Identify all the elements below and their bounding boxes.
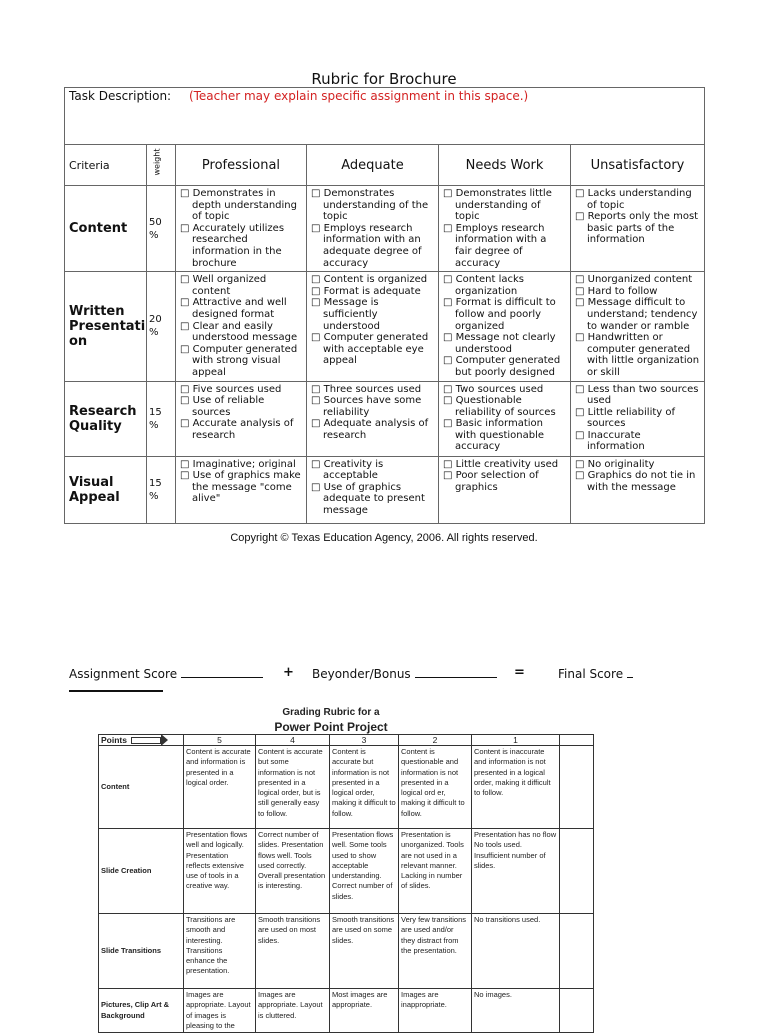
rubric-item	[575, 188, 700, 211]
checkbox-icon: □	[311, 285, 324, 297]
ppt-rubric-row	[99, 914, 594, 989]
rubric-item-text: Message difficult to understand; tendency to wander or ramble	[587, 297, 698, 332]
rubric-item	[443, 223, 566, 269]
final-score-blank	[627, 665, 633, 678]
rubric-item	[311, 286, 434, 298]
rubric-item-text: Format is difficult to follow and poorly organized	[455, 297, 556, 332]
criterion-weight: 15 %	[147, 456, 176, 523]
task-description-label: Task Description:	[69, 89, 172, 103]
rubric-item-text: Demonstrates little understanding of topic	[455, 188, 552, 223]
ppt-rubric-cell: Content is questionable and information is not presented in a logical ord er, making it difficult to follow.	[399, 746, 472, 829]
level-header-professional: Professional	[176, 145, 307, 186]
rubric-item	[311, 459, 434, 482]
rubric-header-row	[65, 145, 705, 186]
rubric-cell	[307, 186, 439, 272]
rubric-item	[575, 211, 700, 246]
ppt-rubric-cell: Content is accurate and information is presented in a logical order.	[184, 746, 256, 829]
ppt-rubric-table	[98, 734, 594, 1033]
rubric-cell	[307, 381, 439, 456]
rubric-item-text: Imaginative; original	[192, 458, 296, 470]
criterion-name: Research Quality	[65, 381, 147, 456]
ppt-rubric-cell: Correct number of slides. Presentation flows well. Tools used correctly. Overall presentation is interesting.	[256, 829, 330, 914]
checkbox-icon: □	[575, 429, 588, 441]
rubric-item	[180, 274, 302, 297]
ppt-rubric-cell: Very few transitions are used and/or they distract from the presentation.	[399, 914, 472, 989]
rubric-item	[180, 344, 302, 379]
rubric-item	[443, 384, 566, 396]
ppt-extra-cell	[560, 746, 594, 829]
checkbox-icon: □	[180, 222, 193, 234]
rubric-item	[575, 286, 700, 298]
rubric-item-text: Employs research information with a fair degree of accuracy	[455, 222, 547, 269]
rubric-item	[575, 407, 700, 430]
rubric-cell	[307, 456, 439, 523]
checkbox-icon: □	[575, 297, 588, 309]
rubric-item-text: Computer generated but poorly designed	[455, 355, 561, 378]
rubric-item	[311, 395, 434, 418]
rubric-item	[311, 332, 434, 367]
rubric-item-text: Use of graphics adequate to present message	[323, 481, 425, 516]
checkbox-icon: □	[180, 395, 193, 407]
checkbox-icon: □	[311, 395, 324, 407]
checkbox-icon: □	[443, 332, 456, 344]
rubric-item-text: No originality	[587, 458, 655, 470]
rubric-cell	[176, 456, 307, 523]
rubric-item	[180, 188, 302, 223]
checkbox-icon: □	[180, 470, 193, 482]
ppt-rubric-cell: Presentation has no flow No tools used. Insufficient number of slides.	[472, 829, 560, 914]
copyright-notice: Copyright © Texas Education Agency, 2006. All rights reserved.	[230, 532, 538, 544]
rubric-item	[443, 459, 566, 471]
checkbox-icon: □	[575, 406, 588, 418]
checkbox-icon: □	[180, 418, 193, 430]
rubric-row	[65, 272, 705, 381]
criterion-weight: 50 %	[147, 186, 176, 272]
ppt-rubric-cell: Images are appropriate. Layout of images is pleasing to the	[184, 989, 256, 1033]
final-score-label: Final Score	[558, 667, 624, 681]
checkbox-icon: □	[180, 188, 193, 199]
bonus-score	[312, 665, 497, 681]
brochure-rubric-table	[64, 87, 705, 524]
arrow-right-icon	[131, 737, 161, 744]
rubric-item	[575, 297, 700, 332]
ppt-criterion-name: Content	[99, 746, 184, 829]
ppt-rubric-cell: Images are inappropriate.	[399, 989, 472, 1033]
checkbox-icon: □	[575, 211, 588, 223]
rubric-item-text: Use of graphics make the message "come alive"	[192, 470, 301, 505]
criterion-name: Visual Appeal	[65, 456, 147, 523]
rubric-item-text: Less than two sources used	[587, 383, 699, 407]
task-description-cell	[65, 88, 705, 145]
rubric-cell	[439, 272, 571, 381]
checkbox-icon: □	[180, 297, 193, 309]
rubric-item	[180, 384, 302, 396]
checkbox-icon: □	[311, 383, 324, 395]
points-5: 5	[184, 735, 256, 746]
checkbox-icon: □	[180, 383, 193, 395]
level-header-unsatisfactory: Unsatisfactory	[571, 145, 705, 186]
ppt-rubric-cell: Presentation flows well and logically. Presentation reflects extensive use of tools in a creative way.	[184, 829, 256, 914]
ppt-points-row	[99, 735, 594, 746]
rubric-item-text: Demonstrates understanding of the topic	[323, 188, 429, 223]
ppt-rubric-cell: No images.	[472, 989, 560, 1033]
rubric-row	[65, 186, 705, 272]
rubric-item-text: Adequate analysis of research	[323, 418, 429, 441]
rubric-cell	[176, 272, 307, 381]
rubric-item-text: Clear and easily understood message	[192, 320, 298, 344]
rubric-item-text: Handwritten or computer generated with little organization or skill	[587, 332, 700, 378]
rubric-item	[180, 223, 302, 269]
rubric-cell	[571, 456, 705, 523]
rubric-item	[311, 223, 434, 269]
rubric-item-text: Hard to follow	[587, 285, 658, 297]
ppt-criterion-name: Slide Creation	[99, 829, 184, 914]
checkbox-icon: □	[575, 188, 588, 199]
rubric-item-text: Accurately utilizes researched information in the brochure	[192, 222, 285, 269]
rubric-item	[575, 332, 700, 378]
rubric-row	[65, 381, 705, 456]
rubric-item	[311, 297, 434, 332]
rubric-item	[443, 470, 566, 493]
rubric-cell	[439, 381, 571, 456]
final-score	[558, 665, 633, 681]
ppt-rubric-title: Power Point Project	[274, 720, 388, 734]
points-1: 1	[472, 735, 560, 746]
rubric-item	[180, 297, 302, 320]
rubric-item-text: Message not clearly understood	[455, 332, 556, 355]
ppt-rubric-cell: No transitions used.	[472, 914, 560, 989]
ppt-rubric-image	[69, 705, 593, 1030]
ppt-rubric-cell: Content is accurate but some information is not presented in a logical order, but is still generally easy to follow.	[256, 746, 330, 829]
rubric-cell	[571, 186, 705, 272]
criterion-name: Written Presentati on	[65, 272, 147, 381]
rubric-item	[311, 418, 434, 441]
checkbox-icon: □	[575, 285, 588, 297]
points-4: 4	[256, 735, 330, 746]
weight-header-label: weight	[152, 148, 162, 175]
criterion-name: Content	[65, 186, 147, 272]
checkbox-icon: □	[180, 458, 193, 470]
checkbox-icon: □	[443, 355, 456, 367]
rubric-item-text: Computer generated with strong visual appeal	[192, 343, 298, 378]
rubric-item	[443, 395, 566, 418]
ppt-rubric-row	[99, 989, 594, 1033]
ppt-extra-cell	[560, 829, 594, 914]
assignment-score-label: Assignment Score	[69, 667, 178, 681]
rubric-item-text: Unorganized content	[587, 274, 693, 286]
ppt-rubric-cell: Smooth transitions are used on some slides.	[330, 914, 399, 989]
checkbox-icon: □	[311, 332, 324, 344]
rubric-item-text: Questionable reliability of sources	[455, 395, 556, 418]
rubric-item	[575, 430, 700, 453]
checkbox-icon: □	[311, 458, 324, 470]
checkbox-icon: □	[575, 458, 588, 470]
ppt-criterion-name: Pictures, Clip Art & Background	[99, 989, 184, 1033]
rubric-item	[575, 470, 700, 493]
plus-sign: +	[283, 665, 294, 680]
rubric-item	[180, 470, 302, 505]
rubric-item	[443, 297, 566, 332]
rubric-item-text: Three sources used	[323, 383, 422, 395]
checkbox-icon: □	[575, 274, 588, 286]
ppt-rubric-cell: Content is inaccurate and information is not presented in a logical order, making it difficult to follow.	[472, 746, 560, 829]
level-header-adequate: Adequate	[307, 145, 439, 186]
criteria-header: Criteria	[65, 145, 147, 186]
rubric-cell	[571, 272, 705, 381]
rubric-item	[311, 188, 434, 223]
checkbox-icon: □	[443, 395, 456, 407]
checkbox-icon: □	[443, 458, 456, 470]
checkbox-icon: □	[443, 188, 456, 199]
ppt-rubric-cell: Images are appropriate. Layout is cluttered.	[256, 989, 330, 1033]
rubric-row	[65, 456, 705, 523]
rubric-item	[443, 188, 566, 223]
ppt-rubric-cell: Content is accurate but information is not presented in a logical order, making it difficult to follow.	[330, 746, 399, 829]
checkbox-icon: □	[443, 297, 456, 309]
checkbox-icon: □	[180, 320, 193, 332]
rubric-cell	[439, 186, 571, 272]
rubric-item-text: Content lacks organization	[455, 274, 524, 297]
checkbox-icon: □	[575, 383, 588, 395]
rubric-item-text: Format is adequate	[323, 285, 421, 297]
rubric-item-text: Little reliability of sources	[587, 406, 676, 430]
final-score-underline	[69, 690, 163, 692]
rubric-item-text: Sources have some reliability	[323, 395, 422, 418]
rubric-item	[311, 384, 434, 396]
rubric-item-text: Creativity is acceptable	[323, 458, 384, 482]
task-description-note: (Teacher may explain specific assignment in this space.)	[188, 89, 529, 103]
criterion-weight: 15 %	[147, 381, 176, 456]
rubric-item	[575, 384, 700, 407]
rubric-item	[443, 332, 566, 355]
rubric-cell	[439, 456, 571, 523]
level-header-needs-work: Needs Work	[439, 145, 571, 186]
checkbox-icon: □	[443, 383, 456, 395]
ppt-rubric-cell: Most images are appropriate.	[330, 989, 399, 1033]
rubric-item	[180, 321, 302, 344]
ppt-rubric-cell: Transitions are smooth and interesting. Transitions enhance the presentation.	[184, 914, 256, 989]
assignment-score-blank	[181, 665, 263, 678]
checkbox-icon: □	[311, 274, 324, 286]
rubric-item	[180, 459, 302, 471]
rubric-item-text: Two sources used	[455, 383, 544, 395]
ppt-rubric-row	[99, 829, 594, 914]
ppt-rubric-cell: Presentation is unorganized. Tools are not used in a relevant manner. Lacking in number of slides.	[399, 829, 472, 914]
rubric-item	[443, 355, 566, 378]
rubric-item	[575, 274, 700, 286]
rubric-item	[311, 274, 434, 286]
rubric-item-text: Poor selection of graphics	[455, 470, 539, 493]
assignment-score	[69, 665, 263, 681]
rubric-item-text: Content is organized	[323, 274, 428, 286]
ppt-rubric-cell: Presentation flows well. Some tools used to show acceptable understanding. Correct number of slides.	[330, 829, 399, 914]
rubric-cell	[571, 381, 705, 456]
rubric-cell	[176, 381, 307, 456]
rubric-item	[311, 482, 434, 517]
points-2: 2	[399, 735, 472, 746]
rubric-item-text: Lacks understanding of topic	[587, 188, 692, 211]
checkbox-icon: □	[575, 332, 588, 344]
rubric-cell	[307, 272, 439, 381]
checkbox-icon: □	[575, 470, 588, 482]
ppt-rubric-cell: Smooth transitions are used on most slides.	[256, 914, 330, 989]
rubric-item	[575, 459, 700, 471]
checkbox-icon: □	[180, 274, 193, 286]
checkbox-icon: □	[311, 188, 324, 199]
rubric-item-text: Graphics do not tie in with the message	[587, 470, 696, 493]
rubric-item	[443, 418, 566, 453]
ppt-criterion-name: Slide Transitions	[99, 914, 184, 989]
ppt-extra-cell	[560, 914, 594, 989]
weight-header	[147, 145, 176, 186]
rubric-item-text: Five sources used	[192, 383, 282, 395]
checkbox-icon: □	[311, 297, 324, 309]
rubric-item-text: Attractive and well designed format	[192, 297, 287, 320]
checkbox-icon: □	[443, 418, 456, 430]
rubric-item-text: Employs research information with an adequate degree of accuracy	[323, 222, 422, 269]
rubric-item	[443, 274, 566, 297]
page-title: Rubric for Brochure	[311, 70, 457, 88]
bonus-score-blank	[415, 665, 497, 678]
rubric-item-text: Well organized content	[192, 274, 267, 297]
rubric-item-text: Reports only the most basic parts of the information	[587, 211, 699, 246]
checkbox-icon: □	[443, 222, 456, 234]
criterion-weight: 20 %	[147, 272, 176, 381]
rubric-item-text: Computer generated with acceptable eye appeal	[323, 332, 429, 367]
rubric-item	[180, 418, 302, 441]
points-header	[99, 735, 184, 746]
rubric-item-text: Use of reliable sources	[192, 395, 265, 418]
rubric-item-text: Inaccurate information	[587, 429, 645, 453]
checkbox-icon: □	[443, 274, 456, 286]
checkbox-icon: □	[180, 343, 193, 355]
points-3: 3	[330, 735, 399, 746]
checkbox-icon: □	[311, 418, 324, 430]
ppt-rubric-row	[99, 746, 594, 829]
rubric-item-text: Basic information with questionable accuracy	[455, 418, 545, 453]
ppt-rubric-subtitle: Grading Rubric for a	[282, 707, 380, 718]
ppt-extra-cell	[560, 989, 594, 1033]
checkbox-icon: □	[311, 481, 324, 493]
rubric-item-text: Demonstrates in depth understanding of topic	[192, 188, 297, 223]
rubric-item	[180, 395, 302, 418]
rubric-cell	[176, 186, 307, 272]
points-label: Points	[101, 735, 127, 745]
checkbox-icon: □	[443, 470, 456, 482]
rubric-item-text: Message is sufficiently understood	[323, 297, 381, 332]
bonus-score-label: Beyonder/Bonus	[312, 667, 411, 681]
checkbox-icon: □	[311, 222, 324, 234]
rubric-item-text: Accurate analysis of research	[192, 418, 294, 441]
equals-sign: =	[514, 665, 525, 680]
points-extra	[560, 735, 594, 746]
rubric-item-text: Little creativity used	[455, 458, 559, 470]
